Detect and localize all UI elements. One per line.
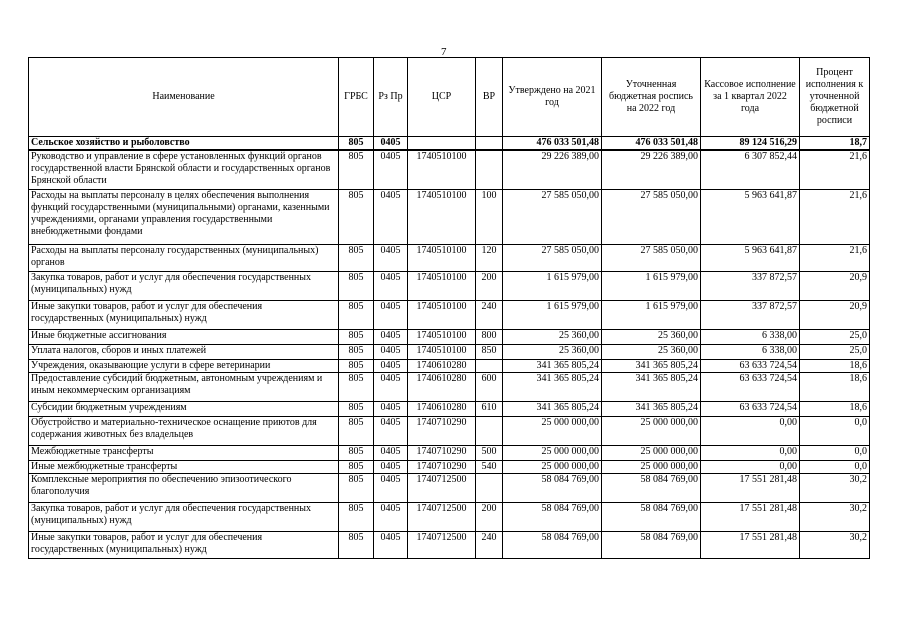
table-row [29,190,870,245]
cell-rzpr: 0405 [374,345,408,360]
cell-grbs: 805 [339,150,374,190]
header-grbs: ГРБС [339,58,374,137]
cell-name: Учреждения, оказывающие услуги в сфере ветеринарии [29,360,339,373]
cell-cash: 63 633 724,54 [701,402,800,417]
cell-rzpr: 0405 [374,474,408,503]
cell-refined: 25 360,00 [602,330,701,345]
cell-vr: 200 [476,272,503,301]
cell-vr [476,417,503,446]
table-row [29,150,870,190]
cell-percent: 30,2 [800,532,870,559]
header-vr: ВР [476,58,503,137]
cell-cash: 0,00 [701,446,800,461]
cell-percent: 0,0 [800,446,870,461]
cell-approved: 1 615 979,00 [503,272,602,301]
cell-approved: 25 000 000,00 [503,446,602,461]
cell-approved: 25 000 000,00 [503,417,602,446]
table-row [29,137,870,151]
cell-vr: 610 [476,402,503,417]
cell-grbs: 805 [339,330,374,345]
cell-name: Иные бюджетные ассигнования [29,330,339,345]
cell-rzpr: 0405 [374,417,408,446]
cell-csr: 1740510100 [408,330,476,345]
cell-name: Расходы на выплаты персоналу государственных (муниципальных) органов [29,245,339,272]
header-approved-2021: Утверждено на 2021 год [503,58,602,137]
cell-name: Комплексные мероприятия по обеспечению эпизоотического благополучия [29,474,339,503]
cell-grbs: 805 [339,345,374,360]
header-percent: Процент исполнения к уточненной бюджетной росписи [800,58,870,137]
cell-name: Предоставление субсидий бюджетным, автономным учреждениям и иным некоммерческим организациям [29,373,339,402]
cell-approved: 58 084 769,00 [503,532,602,559]
cell-cash: 5 963 641,87 [701,245,800,272]
cell-csr: 1740510100 [408,245,476,272]
cell-rzpr: 0405 [374,461,408,474]
page-number: 7 [441,46,447,58]
cell-percent: 21,6 [800,150,870,190]
cell-rzpr: 0405 [374,503,408,532]
table-row [29,330,870,345]
cell-refined: 27 585 050,00 [602,190,701,245]
cell-percent: 20,9 [800,301,870,330]
cell-csr: 1740510100 [408,190,476,245]
cell-refined: 341 365 805,24 [602,360,701,373]
cell-rzpr: 0405 [374,330,408,345]
cell-refined: 27 585 050,00 [602,245,701,272]
cell-csr: 1740510100 [408,272,476,301]
cell-vr: 240 [476,301,503,330]
table-row [29,301,870,330]
cell-name: Иные закупки товаров, работ и услуг для обеспечения государственных (муниципальных) нужд [29,532,339,559]
cell-vr: 120 [476,245,503,272]
cell-refined: 25 000 000,00 [602,417,701,446]
cell-cash: 6 338,00 [701,330,800,345]
cell-vr: 200 [476,503,503,532]
cell-refined: 25 360,00 [602,345,701,360]
cell-name: Межбюджетные трансферты [29,446,339,461]
cell-csr: 1740710290 [408,417,476,446]
header-name: Наименование [29,58,339,137]
cell-cash: 6 338,00 [701,345,800,360]
cell-grbs: 805 [339,301,374,330]
cell-refined: 476 033 501,48 [602,137,701,151]
cell-cash: 17 551 281,48 [701,503,800,532]
cell-csr: 1740610280 [408,373,476,402]
cell-rzpr: 0405 [374,272,408,301]
cell-rzpr: 0405 [374,190,408,245]
cell-grbs: 805 [339,474,374,503]
cell-name: Иные закупки товаров, работ и услуг для обеспечения государственных (муниципальных) нужд [29,301,339,330]
cell-vr: 540 [476,461,503,474]
cell-percent: 25,0 [800,330,870,345]
cell-approved: 29 226 389,00 [503,150,602,190]
cell-grbs: 805 [339,532,374,559]
cell-approved: 341 365 805,24 [503,360,602,373]
cell-cash: 17 551 281,48 [701,532,800,559]
cell-grbs: 805 [339,373,374,402]
cell-rzpr: 0405 [374,446,408,461]
cell-refined: 25 000 000,00 [602,446,701,461]
cell-refined: 25 000 000,00 [602,461,701,474]
cell-cash: 5 963 641,87 [701,190,800,245]
cell-approved: 25 360,00 [503,330,602,345]
cell-vr: 600 [476,373,503,402]
cell-refined: 341 365 805,24 [602,402,701,417]
cell-rzpr: 0405 [374,373,408,402]
header-cash-q1-2022: Кассовое исполнение за 1 квартал 2022 года [701,58,800,137]
cell-grbs: 805 [339,461,374,474]
cell-cash: 337 872,57 [701,272,800,301]
table-row [29,532,870,559]
cell-approved: 27 585 050,00 [503,190,602,245]
cell-vr: 500 [476,446,503,461]
table-row [29,345,870,360]
cell-grbs: 805 [339,503,374,532]
table-row [29,474,870,503]
cell-approved: 341 365 805,24 [503,402,602,417]
cell-csr: 1740710290 [408,446,476,461]
cell-cash: 63 633 724,54 [701,373,800,402]
cell-percent: 25,0 [800,345,870,360]
table-row [29,461,870,474]
cell-approved: 25 000 000,00 [503,461,602,474]
header-csr: ЦСР [408,58,476,137]
cell-approved: 58 084 769,00 [503,474,602,503]
cell-name: Иные межбюджетные трансферты [29,461,339,474]
cell-cash: 6 307 852,44 [701,150,800,190]
cell-name: Закупка товаров, работ и услуг для обеспечения государственных (муниципальных) нужд [29,503,339,532]
cell-vr [476,150,503,190]
cell-name: Сельское хозяйство и рыболовство [29,137,339,151]
cell-percent: 0,0 [800,417,870,446]
table-row [29,503,870,532]
cell-grbs: 805 [339,446,374,461]
cell-approved: 1 615 979,00 [503,301,602,330]
cell-name: Закупка товаров, работ и услуг для обеспечения государственных (муниципальных) нужд [29,272,339,301]
cell-percent: 21,6 [800,190,870,245]
budget-table [28,57,870,559]
cell-rzpr: 0405 [374,360,408,373]
cell-approved: 476 033 501,48 [503,137,602,151]
header-rzpr: Рз Пр [374,58,408,137]
cell-csr: 1740610280 [408,360,476,373]
cell-vr: 100 [476,190,503,245]
table-row [29,402,870,417]
cell-csr: 1740510100 [408,345,476,360]
cell-csr [408,137,476,151]
cell-name: Обустройство и материально-техническое оснащение приютов для содержания животных без владельцев [29,417,339,446]
cell-grbs: 805 [339,137,374,151]
cell-csr: 1740510100 [408,301,476,330]
cell-rzpr: 0405 [374,137,408,151]
cell-percent: 18,6 [800,360,870,373]
table-row [29,373,870,402]
cell-grbs: 805 [339,190,374,245]
cell-grbs: 805 [339,417,374,446]
cell-percent: 18,6 [800,373,870,402]
cell-name: Уплата налогов, сборов и иных платежей [29,345,339,360]
table-row [29,417,870,446]
cell-refined: 58 084 769,00 [602,532,701,559]
cell-vr [476,137,503,151]
cell-percent: 18,7 [800,137,870,151]
cell-grbs: 805 [339,402,374,417]
cell-csr: 1740712500 [408,532,476,559]
cell-percent: 18,6 [800,402,870,417]
cell-name: Субсидии бюджетным учреждениям [29,402,339,417]
cell-approved: 58 084 769,00 [503,503,602,532]
table-row [29,272,870,301]
cell-cash: 17 551 281,48 [701,474,800,503]
cell-percent: 21,6 [800,245,870,272]
cell-refined: 58 084 769,00 [602,503,701,532]
cell-csr: 1740710290 [408,461,476,474]
cell-percent: 30,2 [800,474,870,503]
cell-approved: 25 360,00 [503,345,602,360]
cell-percent: 30,2 [800,503,870,532]
cell-csr: 1740712500 [408,474,476,503]
cell-rzpr: 0405 [374,402,408,417]
cell-refined: 341 365 805,24 [602,373,701,402]
cell-cash: 63 633 724,54 [701,360,800,373]
cell-approved: 27 585 050,00 [503,245,602,272]
cell-cash: 89 124 516,29 [701,137,800,151]
cell-vr: 850 [476,345,503,360]
cell-rzpr: 0405 [374,301,408,330]
cell-approved: 341 365 805,24 [503,373,602,402]
cell-vr: 240 [476,532,503,559]
cell-vr [476,360,503,373]
cell-csr: 1740610280 [408,402,476,417]
cell-rzpr: 0405 [374,532,408,559]
cell-refined: 1 615 979,00 [602,301,701,330]
cell-vr: 800 [476,330,503,345]
cell-grbs: 805 [339,245,374,272]
cell-cash: 0,00 [701,461,800,474]
cell-cash: 0,00 [701,417,800,446]
cell-percent: 0,0 [800,461,870,474]
cell-csr: 1740510100 [408,150,476,190]
cell-refined: 29 226 389,00 [602,150,701,190]
cell-grbs: 805 [339,272,374,301]
table-header-row [29,58,870,137]
header-refined-2022: Уточненная бюджетная роспись на 2022 год [602,58,701,137]
cell-refined: 58 084 769,00 [602,474,701,503]
cell-rzpr: 0405 [374,245,408,272]
cell-grbs: 805 [339,360,374,373]
table-row [29,446,870,461]
cell-name: Руководство и управление в сфере установленных функций органов государственной власти Брянской области и государственных органов Брянской области [29,150,339,190]
table-row [29,245,870,272]
cell-vr [476,474,503,503]
cell-cash: 337 872,57 [701,301,800,330]
table-row [29,360,870,373]
cell-refined: 1 615 979,00 [602,272,701,301]
cell-name: Расходы на выплаты персоналу в целях обеспечения выполнения функций государственными (муниципальными) органами, казенными учреждениями, органами управления государственными внебюджетными фондами [29,190,339,245]
cell-percent: 20,9 [800,272,870,301]
cell-rzpr: 0405 [374,150,408,190]
cell-csr: 1740712500 [408,503,476,532]
